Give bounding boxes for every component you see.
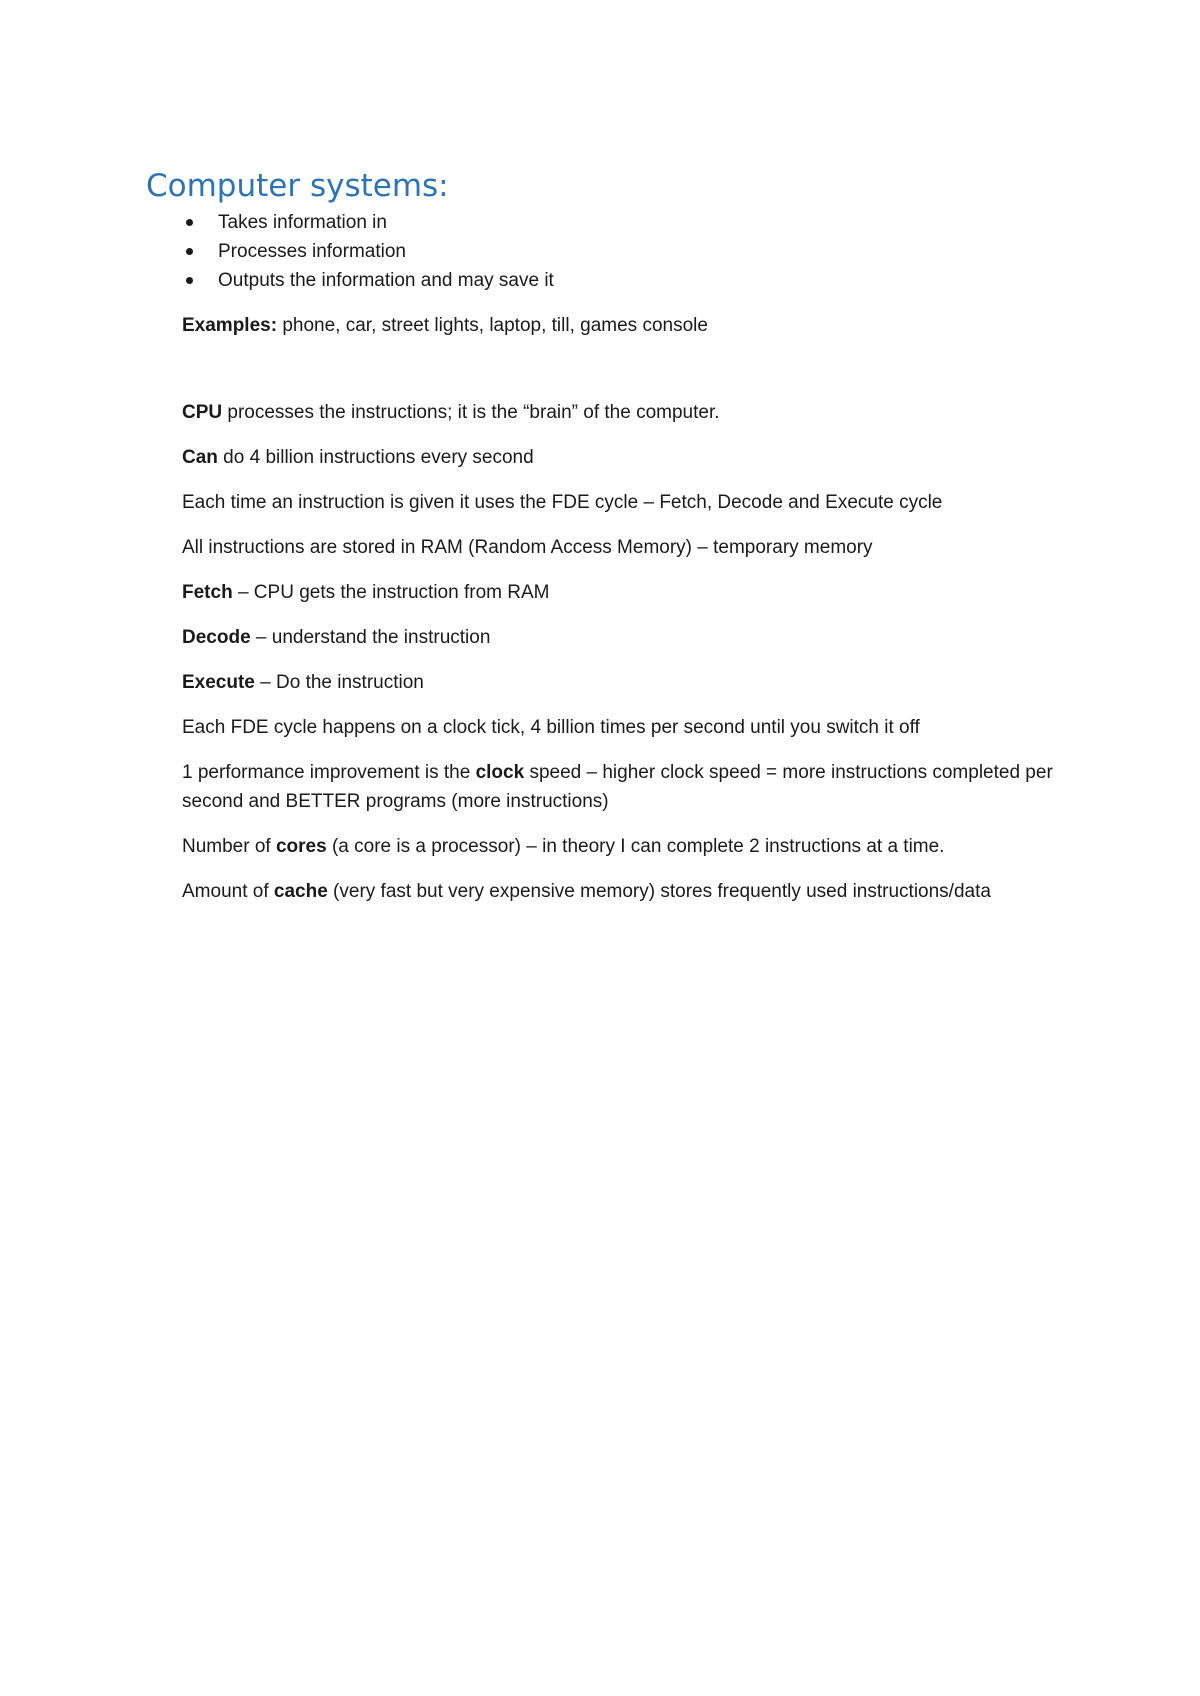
examples-text: phone, car, street lights, laptop, till, games console — [277, 315, 708, 336]
paragraph-decode — [182, 623, 1086, 652]
paragraph-prefix: Amount of — [182, 881, 274, 902]
term-can: Can — [182, 447, 218, 468]
paragraph-can — [182, 443, 1086, 472]
document-content — [146, 166, 1086, 922]
paragraph-cpu — [182, 398, 1086, 427]
examples-paragraph — [182, 311, 1086, 340]
bullet-dot-icon — [186, 219, 193, 226]
paragraph-fde-cycle — [182, 488, 1086, 517]
bullet-item — [182, 266, 1086, 295]
paragraph-text: Each FDE cycle happens on a clock tick, 4 billion times per second until you switch it off — [182, 717, 920, 738]
term-execute: Execute — [182, 672, 255, 693]
bullet-item — [182, 237, 1086, 266]
paragraph-text: do 4 billion instructions every second — [217, 447, 534, 468]
paragraph-prefix: Number of — [182, 836, 276, 857]
term-cpu: CPU — [182, 402, 223, 423]
paragraph-text: Each time an instruction is given it uses the FDE cycle – Fetch, Decode and Execute cycle — [182, 492, 943, 513]
term-cache: cache — [273, 881, 328, 902]
bullet-text: Takes information in — [218, 212, 387, 233]
document-body — [146, 311, 1086, 906]
term-decode: Decode — [182, 627, 251, 648]
document-title: Computer systems: — [146, 168, 449, 204]
paragraph-clock-speed — [182, 758, 1086, 816]
term-fetch: Fetch — [182, 582, 233, 603]
term-clock: clock — [475, 762, 525, 783]
paragraph-cache — [182, 877, 1086, 906]
paragraph-cores — [182, 832, 1086, 861]
bullet-text: Outputs the information and may save it — [218, 270, 554, 291]
paragraph-text: processes the instructions; it is the “brain” of the computer. — [222, 402, 720, 423]
bullet-dot-icon — [186, 277, 193, 284]
bullet-dot-icon — [186, 248, 193, 255]
paragraph-prefix: 1 performance improvement is the — [182, 762, 476, 783]
paragraph-text: (very fast but very expensive memory) stores frequently used instructions/data — [327, 881, 991, 902]
paragraph-text: speed – higher clock speed = more instructions completed per second and BETTER programs (more instructions) — [182, 762, 1053, 812]
bullet-item — [182, 208, 1086, 237]
paragraph-fetch — [182, 578, 1086, 607]
paragraph-text: (a core is a processor) – in theory I can complete 2 instructions at a time. — [326, 836, 945, 857]
examples-label: Examples: — [182, 315, 278, 336]
bullet-text: Processes information — [218, 241, 406, 262]
term-cores: cores — [275, 836, 327, 857]
paragraph-execute — [182, 668, 1086, 697]
paragraph-text: – understand the instruction — [250, 627, 491, 648]
paragraph-text: – CPU gets the instruction from RAM — [232, 582, 550, 603]
bullet-list — [146, 208, 1086, 295]
paragraph-text: – Do the instruction — [254, 672, 424, 693]
paragraph-text: All instructions are stored in RAM (Random Access Memory) – temporary memory — [182, 537, 873, 558]
paragraph-ram — [182, 533, 1086, 562]
paragraph-clock-tick — [182, 713, 1086, 742]
